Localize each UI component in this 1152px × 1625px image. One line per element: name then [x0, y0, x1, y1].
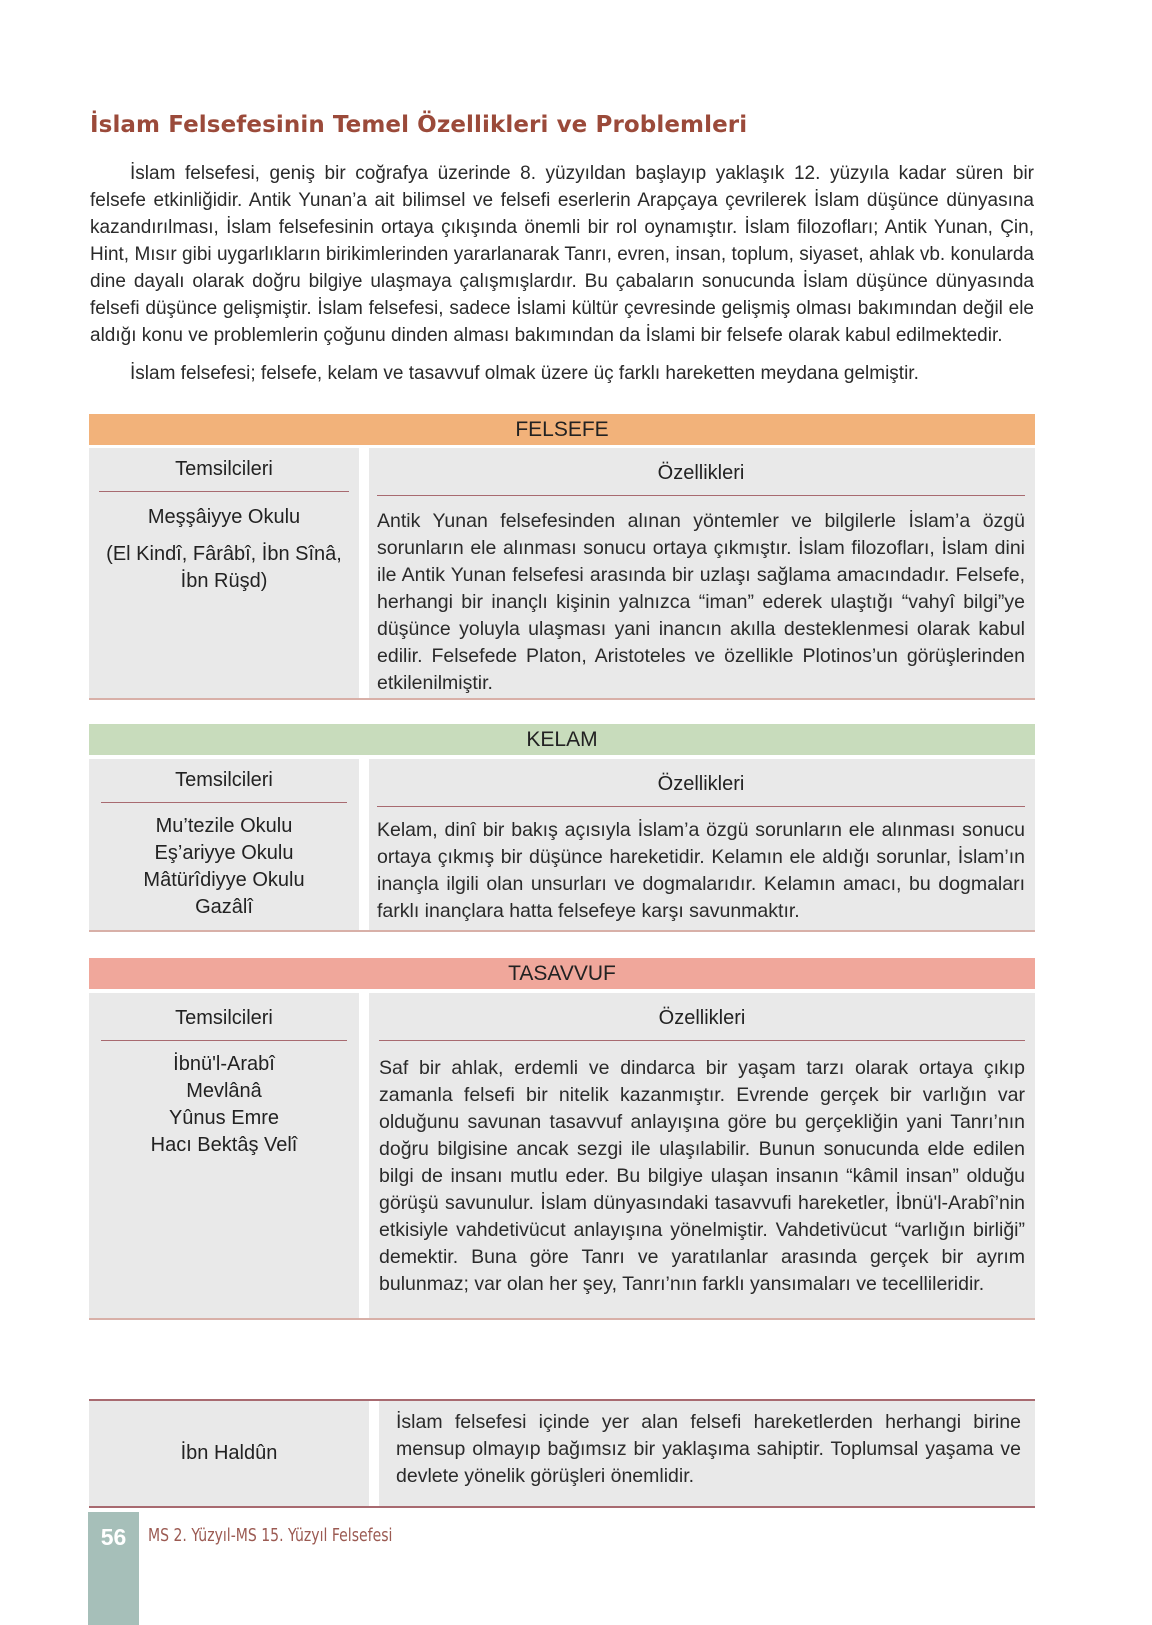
kelam-representative: Mu’tezile Okulu [155, 815, 293, 837]
tasavvuf-band: TASAVVUF [89, 958, 1035, 989]
tasavvuf-features-panel [369, 993, 1035, 1318]
haldun-text: İslam felsefesi içinde yer alan felsefi hareketlerden herhangi birine mensup olmayıp bağımsız bir yaklaşıma sahiptir. Toplumsal yaşama ve devlete yönelik görüşleri önemlidir. [396, 1411, 1021, 1487]
kelam-features-text: Kelam, dinî bir bakış açısıyla İslam’a özgü sorunların ele alınması sonucu ortaya çıkmış bir düşünce hareketidir. Kelamın ele aldığı sorunlar, İslam’ın inançla ilgili olan unsurları ve dogmalarıdır. Kelamın amacı, bu dogmaları farklı inançlara hatta felsefeye karşı savunmaktır. [377, 819, 1025, 922]
tasavvuf-features-header: Özellikleri [379, 1007, 1025, 1041]
tasavvuf-features-text: Saf bir ahlak, erdemli ve dindarca bir yaşam tarzı olarak ortaya çıkıp zamanla felsefi bir nitelik kazanmıştır. Evrende gerçek bir varlığın var olduğunu savunan tasavvuf anlayışına göre bu gerçekliğin yani Tanrı’nın doğru bilgisine ancak sezgi ile ulaşılabilir. Bunun sonucunda elde edilen bilgi de insanı mutlu eder. Bu bilgiye ulaşan insanın “kâmil insan” olduğu görüşü savunulur. İslam dünyasındaki tasavvufi hareketler, İbnü'l-Arabî’nin etkisiyle vahdetivücut anlayışına yönelmiştir. Vahdetivücut “varlığın birliği” demektir. Buna göre Tanrı ve yaratılanlar arasında gerçek bir ayrım bulunmaz; var olan her şey, Tanrı’nın farklı yansımaları ve tecellileridir. [379, 1057, 1025, 1295]
kelam-representative: Eş’ariyye Okulu [154, 842, 294, 864]
kelam-bottom-rule [89, 930, 1035, 932]
tasavvuf-representatives-panel [89, 993, 359, 1318]
tasavvuf-bottom-rule [89, 1318, 1035, 1320]
felsefe-features-text: Antik Yunan felsefesinden alınan yöntemler ve bilgilerle İslam’a özgü sorunların ele alınması sonucu ortaya çıkmıştır. İslam filozofları, İslam dini ile Antik Yunan felsefesi arasında bir uzlaşı sağlama amacındadır. Felsefe, herhangi bir inançlı kişinin yalnızca “iman” ederek ulaştığı “vahyî bilgi”ye düşünce yoluyla ulaşması yani inancın akılla desteklenmesi olarak kabul edilir. Felsefede Platon, Aristoteles ve özellikle Plotinos’un görüşlerinden etkilenilmiştir. [377, 510, 1025, 694]
kelam-representatives-header: Temsilcileri [101, 769, 347, 803]
haldun-bottom-rule [89, 1506, 1035, 1508]
felsefe-representatives-panel [89, 448, 359, 698]
kelam-representatives-panel [89, 759, 359, 930]
felsefe-features-panel [369, 448, 1035, 698]
tasavvuf-representative: Hacı Bektâş Velî [150, 1134, 298, 1156]
kelam-features-header: Özellikleri [377, 773, 1025, 807]
felsefe-representatives-header: Temsilcileri [99, 458, 349, 492]
intro-paragraph-1: İslam felsefesi, geniş bir coğrafya üzerinde 8. yüzyıldan başlayıp yaklaşık 12. yüzyıla kadar süren bir felsefe etkinliğidir. Antik Yunan’a ait bilimsel ve felsefi eserlerin Arapçaya çevrilerek İslam düşünce dünyasına kazandırılması, İslam felsefesinin ortaya çıkışında önemli bir rol oynamıştır. İslam filozofları; Antik Yunan, Çin, Hint, Mısır gibi uygarlıkların birikimlerinden yararlanarak Tanrı, evren, insan, toplum, siyaset, ahlak vb. konularda dine dayalı olarak doğru bilgiye ulaşmaya çalışmışlardır. Bu çabaların sonucunda İslam düşünce dünyasında felsefi düşünce gelişmiştir. İslam felsefesi, sadece İslami kültür çevresinde gelişmiş olması bakımından değil ele aldığı konu ve problemlerin çoğunu dinden alması bakımından da İslami bir felsefe olarak kabul edilmektedir. [90, 163, 1034, 346]
felsefe-representative: Meşşâiyye Okulu [147, 506, 301, 528]
page-number: 56 [100, 1524, 127, 1550]
kelam-representative: Mâtürîdiyye Okulu [143, 869, 305, 891]
felsefe-representatives-list [99, 504, 349, 595]
kelam-band: KELAM [89, 724, 1035, 755]
kelam-features-panel [369, 759, 1035, 930]
kelam-representative: Gazâlî [195, 896, 253, 918]
tasavvuf-representative: Mevlânâ [186, 1080, 262, 1102]
running-title: MS 2. Yüzyıl-MS 15. Yüzyıl Felsefesi [148, 1525, 393, 1546]
haldun-name: İbn Haldûn [180, 1442, 278, 1464]
kelam-representatives-list [101, 813, 347, 921]
felsefe-representative: (El Kindî, Fârâbî, İbn Sînâ, İbn Rüşd) [106, 543, 342, 592]
felsefe-band: FELSEFE [89, 414, 1035, 445]
tasavvuf-representatives-header: Temsilcileri [101, 1007, 347, 1041]
felsefe-bottom-rule [89, 698, 1035, 700]
tasavvuf-representatives-list [101, 1051, 347, 1159]
tasavvuf-representative: İbnü'l-Arabî [173, 1053, 275, 1075]
felsefe-features-header: Özellikleri [377, 462, 1025, 496]
section-title: İslam Felsefesinin Temel Özellikleri ve Problemleri [90, 112, 748, 138]
intro-text [90, 160, 1034, 387]
tasavvuf-representative: Yûnus Emre [168, 1107, 280, 1129]
intro-paragraph-2: İslam felsefesi; felsefe, kelam ve tasavvuf olmak üzere üç farklı hareketten meydana gelmiştir. [130, 363, 919, 384]
